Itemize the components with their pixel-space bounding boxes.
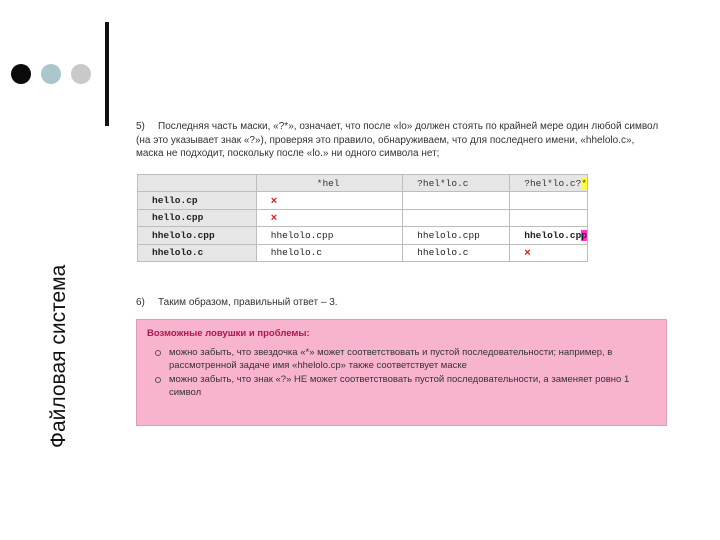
table-cell: hhelolo.cpp [403, 227, 510, 244]
pitfalls-list [147, 346, 656, 399]
teal-dot [41, 64, 61, 84]
slide-title: Файловая система [47, 264, 70, 448]
table-cell [403, 192, 510, 209]
table-cell: hhelolo.cpp [256, 227, 402, 244]
table-cell [403, 209, 510, 226]
row-filename: hello.cp [138, 192, 257, 209]
row-filename: hhelolo.cpp [138, 227, 257, 244]
row-filename: hello.cpp [138, 209, 257, 226]
table-cell [510, 227, 588, 244]
row-filename: hhelolo.c [138, 244, 257, 261]
divider-line [105, 22, 109, 126]
cross-mark: × [256, 209, 402, 226]
table-row [138, 244, 588, 261]
mask-table [137, 174, 588, 262]
table-cell [510, 209, 588, 226]
pitfalls-title: Возможные ловушки и проблемы: [147, 328, 310, 339]
table-cell: hhelolo.c [256, 244, 402, 261]
paragraph-number: 5) [136, 121, 145, 132]
cross-mark: × [256, 192, 402, 209]
table-row [138, 192, 588, 209]
paragraph-6 [136, 296, 664, 310]
paragraph-5 [136, 120, 664, 161]
match-text: hhelolo.cp [524, 229, 582, 241]
gray-dot [71, 64, 91, 84]
paragraph-text: Последняя часть маски, «?*», означает, что после «lo» должен стоять по крайней мере один любой символ (на это указывает знак «?»), проверяя это правило, обнаруживаем, что для последнего имени, «hhelolo.c», маска не подходит, поскольку после «lo.» ни одного символа нет; [136, 121, 659, 159]
paragraph-number: 6) [136, 297, 145, 308]
match-highlight: p [581, 229, 587, 241]
header-mask-2: ?hel*lo.c [403, 175, 510, 192]
header-mask-3-text: ?hel*lo.c? [524, 177, 582, 189]
table-row [138, 227, 588, 244]
header-star-highlight: * [581, 177, 587, 189]
decor-dots [11, 64, 96, 86]
table-cell [510, 192, 588, 209]
black-dot [11, 64, 31, 84]
header-mask-1: *hel [256, 175, 402, 192]
table-row [138, 209, 588, 226]
header-mask-3 [510, 175, 588, 192]
table-header-row [138, 175, 588, 192]
pitfalls-box [136, 319, 667, 426]
list-item: можно забыть, что знак «?» НЕ может соответствовать пустой последовательности, а заменяет ровно 1 символ [147, 373, 656, 399]
crop-cover [588, 172, 720, 280]
table-cell: hhelolo.c [403, 244, 510, 261]
cross-mark: × [510, 244, 588, 261]
list-item: можно забыть, что звездочка «*» может соответствовать и пустой последовательности; например, в рассмотренной задаче имя «hhelolo.cp» также соответствует маске [147, 346, 656, 372]
table-corner [138, 175, 257, 192]
paragraph-text: Таким образом, правильный ответ – 3. [158, 297, 338, 308]
